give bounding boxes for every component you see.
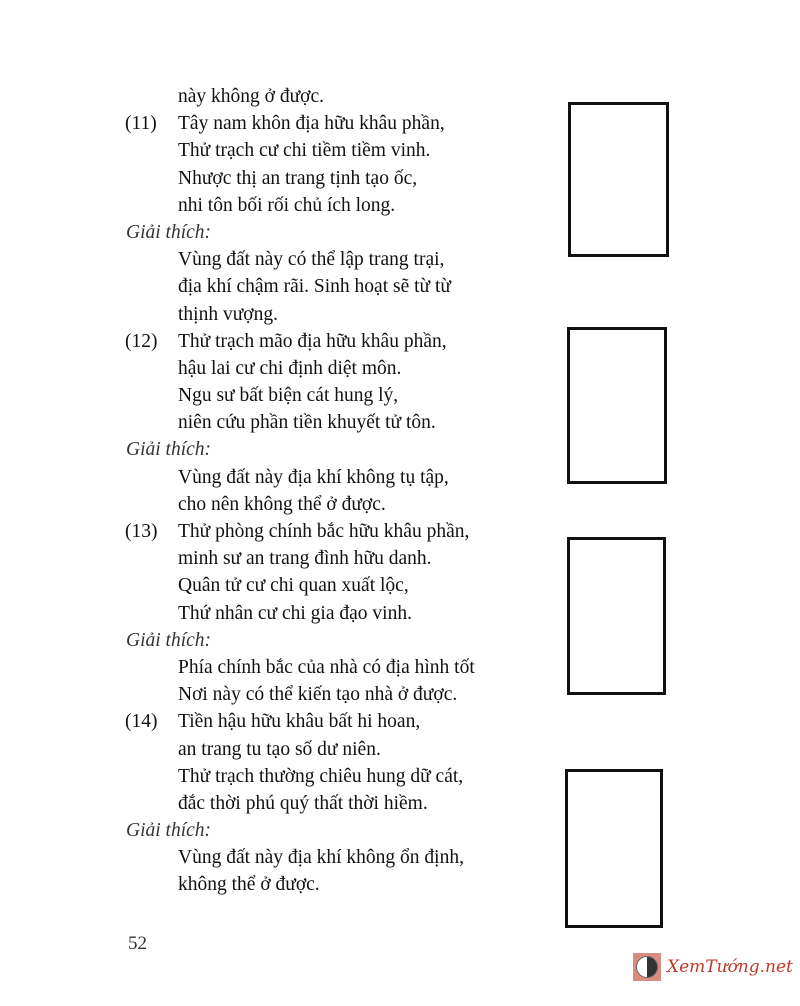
diagram-box-12 — [567, 327, 667, 484]
text-line — [0, 763, 560, 790]
line-text: Thứ nhân cư chi gia đạo vinh. — [178, 602, 412, 624]
diagram-box-13 — [567, 537, 666, 695]
text-line — [0, 545, 560, 572]
explanation-heading — [0, 817, 560, 844]
text-line — [0, 409, 560, 436]
text-line — [0, 491, 560, 518]
text-line — [0, 790, 560, 817]
line-text: Quân tử cư chi quan xuất lộc, — [178, 575, 409, 597]
line-text: Nơi này có thể kiến tạo nhà ở được. — [178, 684, 458, 706]
text-line — [0, 165, 560, 192]
diagram-box-11 — [568, 102, 669, 257]
line-text: Thử trạch mão địa hữu khâu phần, — [178, 330, 447, 352]
explanation-heading — [0, 219, 560, 246]
line-text: niên cứu phần tiền khuyết tử tôn. — [178, 412, 436, 434]
text-line — [0, 246, 560, 273]
line-text: này không ở được. — [178, 86, 325, 107]
line-text: Giải thích: — [126, 629, 212, 651]
text-line — [0, 192, 560, 219]
text-line — [0, 137, 560, 164]
line-text: Thử phòng chính bắc hữu khâu phần, — [178, 521, 470, 542]
line-text: Vùng đất này địa khí không tụ tập, — [178, 466, 449, 488]
line-text: hậu lai cư chi định diệt môn. — [178, 357, 402, 379]
text-line — [0, 844, 560, 871]
watermark-logo — [633, 953, 793, 981]
explanation-heading — [0, 627, 560, 654]
line-text: Vùng đất này có thể lập trang trại, — [178, 249, 445, 271]
verse-number: (13) — [125, 521, 158, 542]
verse-number: (11) — [125, 113, 157, 135]
line-text: không thể ở được. — [178, 874, 320, 896]
line-text: Tiền hậu hữu khâu bất hi hoan, — [178, 711, 421, 733]
line-text: thịnh vượng. — [178, 303, 278, 325]
line-text: địa khí chậm rãi. Sinh hoạt sẽ từ từ — [178, 276, 451, 298]
text-line — [0, 600, 560, 627]
line-text: an trang tu tạo số dư niên. — [178, 738, 381, 760]
text-line — [0, 654, 560, 681]
line-text: Tây nam khôn địa hữu khâu phần, — [178, 113, 445, 135]
text-line — [0, 681, 560, 708]
line-text: đắc thời phú quý thất thời hiềm. — [178, 792, 428, 814]
line-text: nhi tôn bối rối chủ ích long. — [178, 194, 396, 216]
text-line — [0, 273, 560, 300]
text-line — [0, 736, 560, 763]
verse-number: (14) — [125, 711, 158, 733]
text-line — [0, 871, 560, 898]
text-line — [0, 708, 560, 735]
text-line — [0, 301, 560, 328]
line-text: Ngu sư bất biện cát hung lý, — [178, 385, 399, 407]
line-text: cho nên không thể ở được. — [178, 493, 386, 515]
text-line — [0, 464, 560, 491]
line-text: Giải thích: — [126, 820, 212, 842]
text-line — [0, 83, 560, 110]
page-number: 52 — [128, 933, 147, 954]
line-text: Nhược thị an trang tịnh tạo ốc, — [178, 167, 418, 189]
line-text: Vùng đất này địa khí không ổn định, — [178, 847, 464, 869]
page-body — [0, 83, 560, 899]
line-text: minh sư an trang đình hữu danh. — [178, 548, 432, 570]
text-line — [0, 572, 560, 599]
line-text: Giải thích: — [126, 221, 212, 243]
line-text: Giải thích: — [126, 439, 212, 461]
text-line — [0, 518, 560, 545]
line-text: Thử trạch thường chiêu hung dữ cát, — [178, 765, 464, 787]
text-line — [0, 355, 560, 382]
yin-yang-icon — [633, 953, 661, 981]
line-text: Thử trạch cư chi tiềm tiềm vinh. — [178, 140, 431, 162]
text-line — [0, 328, 560, 355]
watermark-text: XemTướng.net — [667, 957, 793, 977]
explanation-heading — [0, 436, 560, 463]
text-line — [0, 382, 560, 409]
line-text: Phía chính bắc của nhà có địa hình tốt — [178, 656, 475, 678]
verse-number: (12) — [125, 330, 158, 352]
diagram-box-14 — [565, 769, 663, 928]
text-line — [0, 110, 560, 137]
